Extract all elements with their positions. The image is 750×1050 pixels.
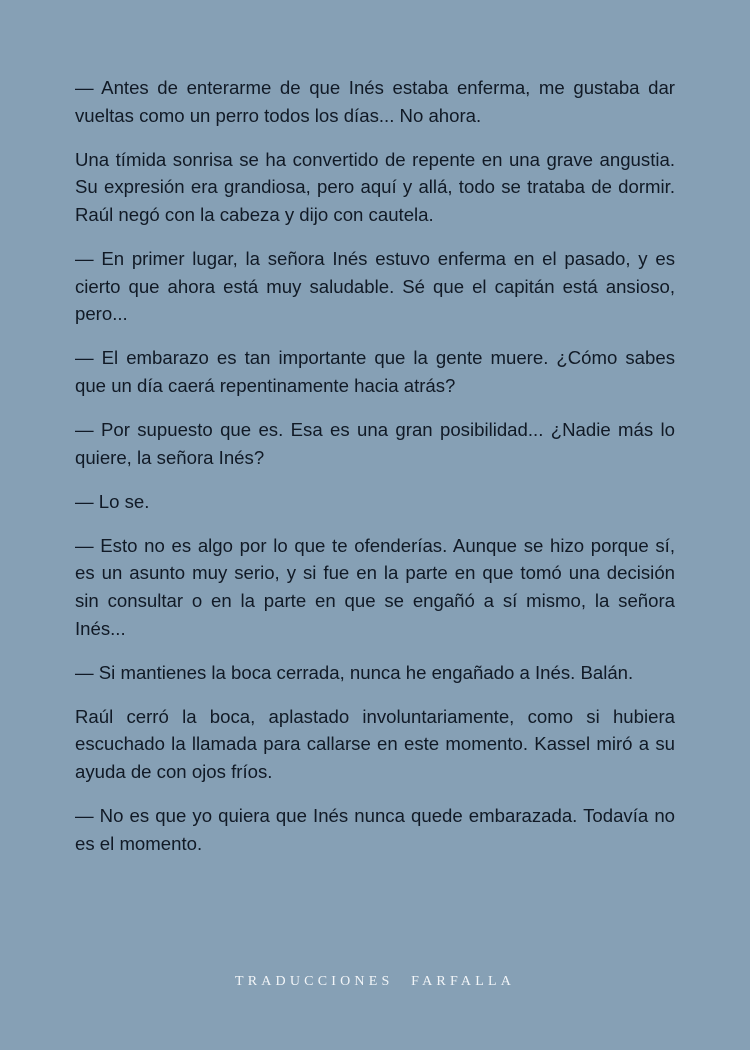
paragraph: — Por supuesto que es. Esa es una gran posibilidad... ¿Nadie más lo quiere, la señora Inés? <box>75 418 675 468</box>
paragraph: — En primer lugar, la señora Inés estuvo enferma en el pasado, y es cierto que ahora está muy saludable. Sé que el capitán está ansioso, pero... <box>75 247 675 325</box>
paragraph: — Esto no es algo por lo que te ofenderías. Aunque se hizo porque sí, es un asunto muy serio, y si fue en la parte en que tomó una decisión sin consultar o en la parte en que se engañó a sí mismo, la señora Inés... <box>75 534 675 639</box>
paragraph: Raúl cerró la boca, aplastado involuntariamente, como si hubiera escuchado la llamada para callarse en este momento. Kassel miró a su ayuda de con ojos fríos. <box>75 705 675 782</box>
paragraph: — No es que yo quiera que Inés nunca quede embarazada. Todavía no es el momento. <box>75 804 675 854</box>
paragraph: — Antes de enterarme de que Inés estaba enferma, me gustaba dar vueltas como un perro todos los días... No ahora. <box>75 77 675 126</box>
paragraph: — Lo se. <box>75 490 150 512</box>
paragraph: — El embarazo es tan importante que la gente muere. ¿Cómo sabes que un día caerá repentinamente hacia atrás? <box>75 347 675 396</box>
paragraph: — Si mantienes la boca cerrada, nunca he engañado a Inés. Balán. <box>75 661 634 683</box>
paragraph: Una tímida sonrisa se ha convertido de repente en una grave angustia. Su expresión era grandiosa, pero aquí y allá, todo se trataba de dormir. Raúl negó con la cabeza y dijo con cautela. <box>75 148 675 225</box>
page-footer: TRADUCCIONES FARFALLA <box>234 974 516 989</box>
page-body <box>75 74 675 874</box>
